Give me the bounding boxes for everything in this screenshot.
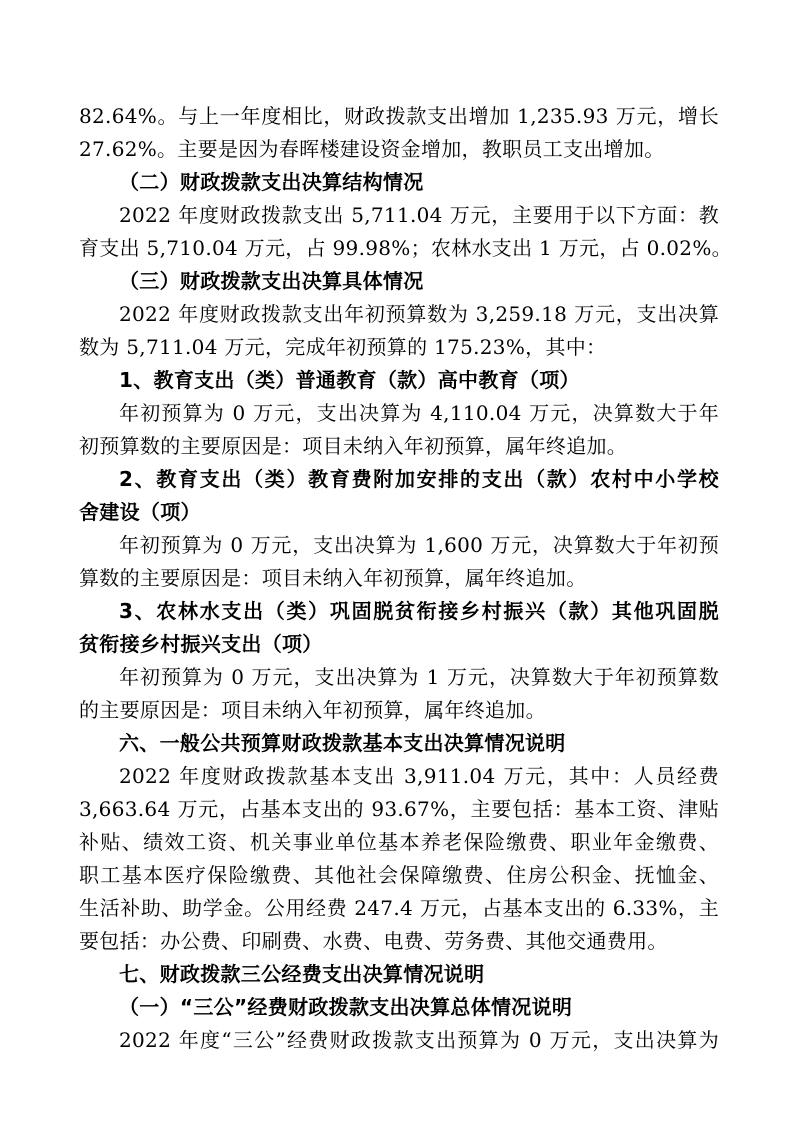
section-heading: 舍建设（项） bbox=[79, 500, 201, 524]
section-heading: 七、财政拨款三公经费支出决算情况说明 bbox=[119, 962, 485, 986]
section-heading: 2、教育支出（类）教育费附加安排的支出（款）农村中小学校 bbox=[119, 467, 719, 491]
paragraph-line: 2022 年度财政拨款基本支出 3,911.04 万元，其中：人员经费 bbox=[119, 764, 719, 788]
paragraph-line: 要包括：办公费、印刷费、水费、电费、劳务费、其他交通费用。 bbox=[79, 929, 668, 953]
paragraph-line: 年初预算为 0 万元，支出决算为 4,110.04 万元，决算数大于年 bbox=[119, 401, 719, 425]
paragraph-line: 生活补助、助学金。公用经费 247.4 万元，占基本支出的 6.33%，主 bbox=[79, 896, 719, 920]
paragraph-line: 2022 年度财政拨款支出 5,711.04 万元，主要用于以下方面：教 bbox=[119, 203, 719, 227]
paragraph-line: 27.62%。主要是因为春晖楼建设资金增加，教职员工支出增加。 bbox=[79, 137, 665, 161]
section-heading: 1、教育支出（类）普通教育（款）高中教育（项） bbox=[119, 368, 580, 392]
section-heading: 3、农林水支出（类）巩固脱贫衔接乡村振兴（款）其他巩固脱 bbox=[119, 599, 719, 623]
paragraph-line: 算数的主要原因是：项目未纳入年初预算，属年终追加。 bbox=[79, 566, 587, 590]
paragraph-line: 职工基本医疗保险缴费、其他社会保障缴费、住房公积金、抚恤金、 bbox=[79, 863, 719, 887]
paragraph-line: 年初预算为 0 万元，支出决算为 1,600 万元，决算数大于年初预 bbox=[119, 533, 719, 557]
section-heading: （二）财政拨款支出决算结构情况 bbox=[119, 170, 424, 194]
paragraph-line: 的主要原因是：项目未纳入年初预算，属年终追加。 bbox=[79, 698, 546, 722]
paragraph-line: 82.64%。与上一年度相比，财政拨款支出增加 1,235.93 万元，增长 bbox=[79, 104, 719, 128]
section-heading: 六、一般公共预算财政拨款基本支出决算情况说明 bbox=[119, 731, 566, 755]
section-heading: （三）财政拨款支出决算具体情况 bbox=[119, 269, 424, 293]
paragraph-line: 2022 年度“三公”经费财政拨款支出预算为 0 万元，支出决算为 bbox=[119, 1028, 719, 1052]
paragraph-line: 初预算数的主要原因是：项目未纳入年初预算，属年终追加。 bbox=[79, 434, 628, 458]
section-heading: 贫衔接乡村振兴支出（项） bbox=[79, 632, 323, 656]
section-heading: （一）“三公”经费财政拨款支出决算总体情况说明 bbox=[119, 995, 573, 1019]
paragraph-line: 补贴、绩效工资、机关事业单位基本养老保险缴费、职业年金缴费、 bbox=[79, 830, 719, 854]
paragraph-line: 育支出 5,710.04 万元，占 99.98%；农林水支出 1 万元，占 0.02%。 bbox=[79, 236, 732, 260]
paragraph-line: 年初预算为 0 万元，支出决算为 1 万元，决算数大于年初预算数 bbox=[119, 665, 719, 689]
paragraph-line: 2022 年度财政拨款支出年初预算数为 3,259.18 万元，支出决算 bbox=[119, 302, 719, 326]
paragraph-line: 3,663.64 万元，占基本支出的 93.67%，主要包括：基本工资、津贴 bbox=[79, 797, 719, 821]
paragraph-line: 数为 5,711.04 万元，完成年初预算的 175.23%，其中： bbox=[79, 335, 607, 359]
